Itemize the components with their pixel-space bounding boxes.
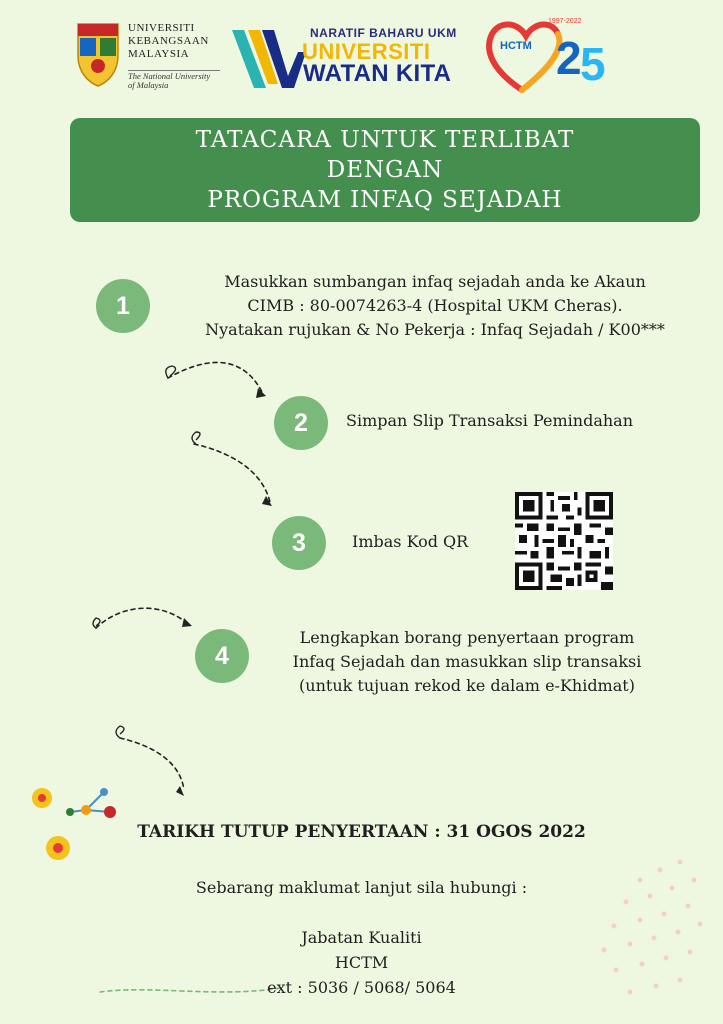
title-line-3: PROGRAM INFAQ SEJADAH	[207, 187, 563, 213]
title-banner	[70, 118, 700, 222]
qr-code[interactable]	[515, 492, 613, 590]
contact-department: Jabatan Kualiti	[301, 928, 422, 947]
contact-intro: Sebarang maklumat lanjut sila hubungi :	[195, 878, 528, 897]
ukm-wordmark	[128, 22, 228, 61]
step-1-text	[165, 270, 705, 342]
ukm-subtitle-line-1: The National University	[128, 71, 211, 81]
hctm-logo-years: 1997-2022	[548, 18, 582, 25]
watan-kita-middle-text: UNIVERSITI	[302, 39, 431, 64]
step-3-badge: 3	[272, 516, 326, 570]
step-2-badge: 2	[274, 396, 328, 450]
step-1-line-2: CIMB : 80-0074263-4 (Hospital UKM Cheras).	[247, 296, 623, 315]
watan-kita-bottom-text: WATAN KITA	[303, 60, 452, 87]
step-1-badge: 1	[96, 279, 150, 333]
ukm-crest-logo	[74, 20, 122, 88]
hctm-25-logo	[482, 14, 610, 98]
ukm-line-3: MALAYSIA	[128, 48, 190, 60]
ukm-subtitle	[128, 72, 224, 90]
svg-text:5: 5	[580, 38, 606, 90]
step-4-line-3: (untuk tujuan rekod ke dalam e-Khidmat)	[299, 676, 635, 695]
ukm-line-2: KEBANGSAAN	[128, 35, 209, 47]
step-2-text	[346, 409, 633, 433]
deadline-text: TARIKH TUTUP PENYERTAAN : 31 OGOS 2022	[137, 822, 586, 842]
svg-text:2: 2	[556, 32, 582, 84]
title-line-1: TATACARA UNTUK TERLIBAT	[195, 127, 575, 153]
step-1-line-3: Nyatakan rujukan & No Pekerja : Infaq Sejadah / K00***	[205, 320, 665, 339]
watan-kita-top-text: NARATIF BAHARU UKM	[310, 26, 457, 40]
contact-org: HCTM	[334, 953, 389, 972]
step-3-text	[352, 530, 468, 554]
title-line-2: DENGAN	[326, 157, 444, 183]
step-4-line-1: Lengkapkan borang penyertaan program	[299, 628, 635, 647]
ukm-subtitle-line-2: of Malaysia	[128, 80, 169, 90]
hctm-logo-text: HCTM	[500, 40, 532, 52]
step-3-line-1: Imbas Kod QR	[352, 532, 469, 551]
ukm-line-1: UNIVERSITI	[128, 22, 195, 34]
step-2-line-1: Simpan Slip Transaksi Pemindahan	[346, 411, 634, 430]
step-4-badge: 4	[195, 629, 249, 683]
contact-ext: ext : 5036 / 5068/ 5064	[267, 978, 456, 997]
step-4-text	[262, 626, 672, 698]
step-4-line-2: Infaq Sejadah dan masukkan slip transaksi	[292, 652, 642, 671]
step-1-line-1: Masukkan sumbangan infaq sejadah anda ke Akaun	[224, 272, 646, 291]
